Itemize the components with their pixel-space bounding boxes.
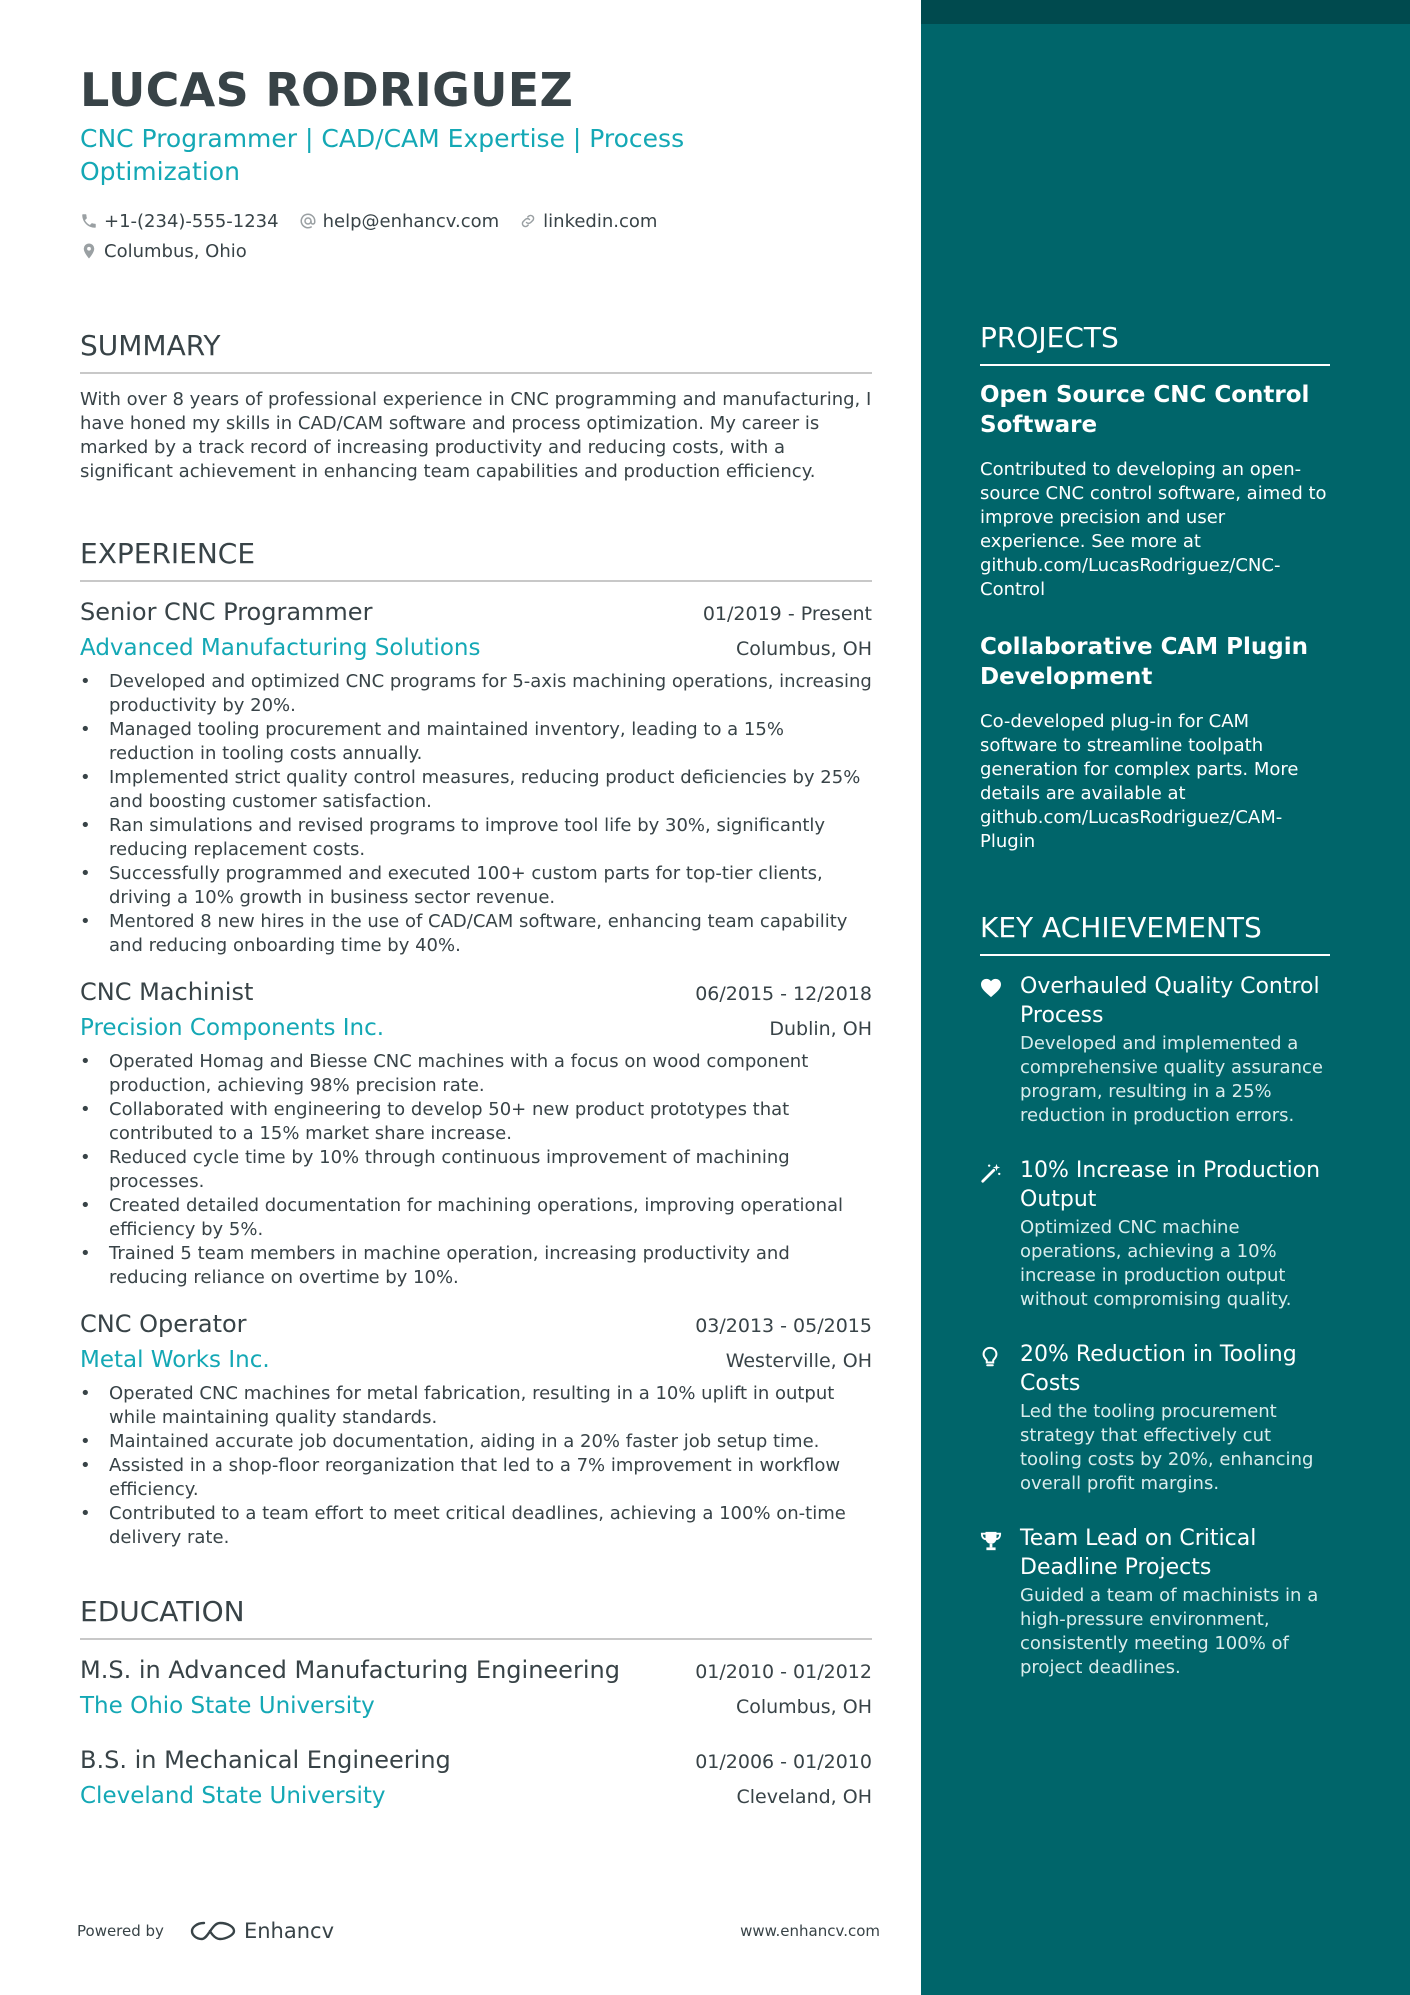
at-icon xyxy=(299,212,317,230)
achievements-title: KEY ACHIEVEMENTS xyxy=(980,910,1330,956)
education-section xyxy=(80,1594,872,1812)
phone-contact xyxy=(80,211,279,232)
location-text: Columbus, Ohio xyxy=(104,240,247,262)
job-role: Senior CNC Programmer xyxy=(80,598,373,626)
achievement-title: 20% Reduction in Tooling Costs xyxy=(1020,1342,1297,1396)
project-description: Co-developed plug-in for CAM software to streamline toolpath generation for complex parts. More details are available at github.com/LucasRodriguez/CAM-Plugin xyxy=(980,711,1299,852)
experience-title: EXPERIENCE xyxy=(80,536,872,582)
headline: CNC Programmer | CAD/CAM Expertise | Process Optimization xyxy=(80,124,685,186)
project-title: Collaborative CAM Plugin Development xyxy=(980,634,1308,690)
education-dates: 01/2006 - 01/2010 xyxy=(695,1751,872,1773)
job-entry xyxy=(80,1308,872,1550)
bullet-item: • Mentored 8 new hires in the use of CAD/CAM software, enhancing team capability and reducing onboarding time by 40%. xyxy=(80,910,872,958)
lightbulb-icon xyxy=(980,1346,1000,1368)
phone-icon xyxy=(80,212,98,230)
achievement-description: Developed and implemented a comprehensive quality assurance program, resulting in a 25% reduction in production errors. xyxy=(1020,1033,1323,1126)
education-entry xyxy=(80,1654,872,1722)
location-contact xyxy=(80,241,247,262)
experience-section xyxy=(80,536,872,1550)
achievements-section xyxy=(980,910,1330,1680)
email-link[interactable]: help@enhancv.com xyxy=(322,210,500,232)
job-location: Dublin, OH xyxy=(769,1018,872,1040)
powered-by-label: Powered by xyxy=(77,1922,164,1940)
email-contact xyxy=(299,211,500,232)
sidebar xyxy=(980,320,1330,1680)
magic-wand-icon xyxy=(980,1162,1002,1184)
achievement-description: Led the tooling procurement strategy that effectively cut tooling costs by 20%, enhancing overall profit margins. xyxy=(1020,1401,1314,1494)
summary-text: With over 8 years of professional experience in CNC programming and manufacturing, I have honed my skills in CAD/CAM software and process optimization. My career is marked by a track record of increasing productivity and reducing costs, with a significant achievement in enhancing team capabilities and production efficiency. xyxy=(80,389,872,482)
education-dates: 01/2010 - 01/2012 xyxy=(695,1661,872,1683)
link-icon xyxy=(519,212,537,230)
school: Cleveland State University xyxy=(80,1783,386,1809)
bullet-item: • Developed and optimized CNC programs for 5-axis machining operations, increasing productivity by 20%. xyxy=(80,670,872,718)
bullet-item: • Collaborated with engineering to develop 50+ new product prototypes that contributed to a 15% market share increase. xyxy=(80,1098,872,1146)
bullet-item: • Operated Homag and Biesse CNC machines with a focus on wood component production, achieving 98% precision rate. xyxy=(80,1050,872,1098)
job-company: Precision Components Inc. xyxy=(80,1015,385,1041)
bullet-item: • Implemented strict quality control measures, reducing product deficiencies by 25% and boosting customer satisfaction. xyxy=(80,766,872,814)
achievement-entry xyxy=(980,1340,1330,1496)
achievement-description: Guided a team of machinists in a high-pressure environment, consistently meeting 100% of project deadlines. xyxy=(1020,1585,1319,1678)
enhancv-brand: Enhancv xyxy=(243,1919,334,1943)
bullet-item: • Assisted in a shop-floor reorganization that led to a 7% improvement in workflow efficiency. xyxy=(80,1454,872,1502)
heart-icon xyxy=(980,978,1002,998)
education-entry xyxy=(80,1744,872,1812)
main-column xyxy=(80,60,872,1812)
linkedin-contact xyxy=(519,211,657,232)
degree: B.S. in Mechanical Engineering xyxy=(80,1746,451,1774)
job-role: CNC Machinist xyxy=(80,978,254,1006)
website-link[interactable]: www.enhancv.com xyxy=(740,1922,880,1940)
bullet-item: • Trained 5 team members in machine operation, increasing productivity and reducing reliance on overtime by 10%. xyxy=(80,1242,872,1290)
job-company: Metal Works Inc. xyxy=(80,1347,270,1373)
job-entry xyxy=(80,596,872,958)
job-entry xyxy=(80,976,872,1290)
bullet-item: • Successfully programmed and executed 100+ custom parts for top-tier clients, driving a 10% growth in business sector revenue. xyxy=(80,862,872,910)
job-bullets xyxy=(80,1050,872,1290)
achievement-description: Optimized CNC machine operations, achieving a 10% increase in production output without compromising quality. xyxy=(1020,1217,1292,1310)
contact-info xyxy=(80,206,872,266)
footer xyxy=(77,1913,880,1949)
project-entry xyxy=(980,632,1330,854)
achievement-entry xyxy=(980,972,1330,1128)
enhancv-logo-icon xyxy=(190,1919,236,1943)
bullet-item: • Reduced cycle time by 10% through continuous improvement of machining processes. xyxy=(80,1146,872,1194)
achievement-title: Team Lead on Critical Deadline Projects xyxy=(1020,1526,1257,1580)
summary-title: SUMMARY xyxy=(80,328,872,374)
degree: M.S. in Advanced Manufacturing Engineering xyxy=(80,1656,620,1684)
job-dates: 06/2015 - 12/2018 xyxy=(695,983,872,1005)
phone-number[interactable]: +1-(234)-555-1234 xyxy=(104,210,279,232)
bullet-item: • Ran simulations and revised programs to improve tool life by 30%, significantly reducing replacement costs. xyxy=(80,814,872,862)
linkedin-link[interactable]: linkedin.com xyxy=(543,210,658,232)
bullet-item: • Maintained accurate job documentation, aiding in a 20% faster job setup time. xyxy=(80,1430,872,1454)
bullet-item: • Operated CNC machines for metal fabrication, resulting in a 10% uplift in output while maintaining quality standards. xyxy=(80,1382,872,1430)
education-location: Columbus, OH xyxy=(735,1696,872,1718)
job-role: CNC Operator xyxy=(80,1310,247,1338)
job-dates: 03/2013 - 05/2015 xyxy=(695,1315,872,1337)
achievement-title: 10% Increase in Production Output xyxy=(1020,1158,1321,1212)
achievement-title: Overhauled Quality Control Process xyxy=(1020,974,1320,1028)
job-location: Westerville, OH xyxy=(725,1350,872,1372)
achievement-entry xyxy=(980,1524,1330,1680)
education-title: EDUCATION xyxy=(80,1594,872,1640)
education-location: Cleveland, OH xyxy=(736,1786,872,1808)
job-dates: 01/2019 - Present xyxy=(702,603,872,625)
projects-title: PROJECTS xyxy=(980,320,1330,366)
trophy-icon xyxy=(980,1530,1002,1552)
job-bullets xyxy=(80,1382,872,1550)
powered-by xyxy=(77,1919,334,1943)
school: The Ohio State University xyxy=(80,1693,375,1719)
sidebar-top-strip xyxy=(921,0,1410,24)
enhancv-logo[interactable] xyxy=(190,1919,334,1943)
bullet-item: • Created detailed documentation for machining operations, improving operational efficiency by 5%. xyxy=(80,1194,872,1242)
location-pin-icon xyxy=(80,242,98,260)
achievement-entry xyxy=(980,1156,1330,1312)
job-location: Columbus, OH xyxy=(735,638,872,660)
job-bullets xyxy=(80,670,872,958)
bullet-item: • Contributed to a team effort to meet critical deadlines, achieving a 100% on-time delivery rate. xyxy=(80,1502,872,1550)
job-company: Advanced Manufacturing Solutions xyxy=(80,635,481,661)
project-description: Contributed to developing an open-source CNC control software, aimed to improve precision and user experience. See more at github.com/LucasRodriguez/CNC-Control xyxy=(980,459,1327,600)
summary-section xyxy=(80,328,872,484)
candidate-name: LUCAS RODRIGUEZ xyxy=(80,63,574,117)
bullet-item: • Managed tooling procurement and maintained inventory, leading to a 15% reduction in tooling costs annually. xyxy=(80,718,872,766)
project-entry xyxy=(980,380,1330,602)
project-title: Open Source CNC Control Software xyxy=(980,382,1310,438)
